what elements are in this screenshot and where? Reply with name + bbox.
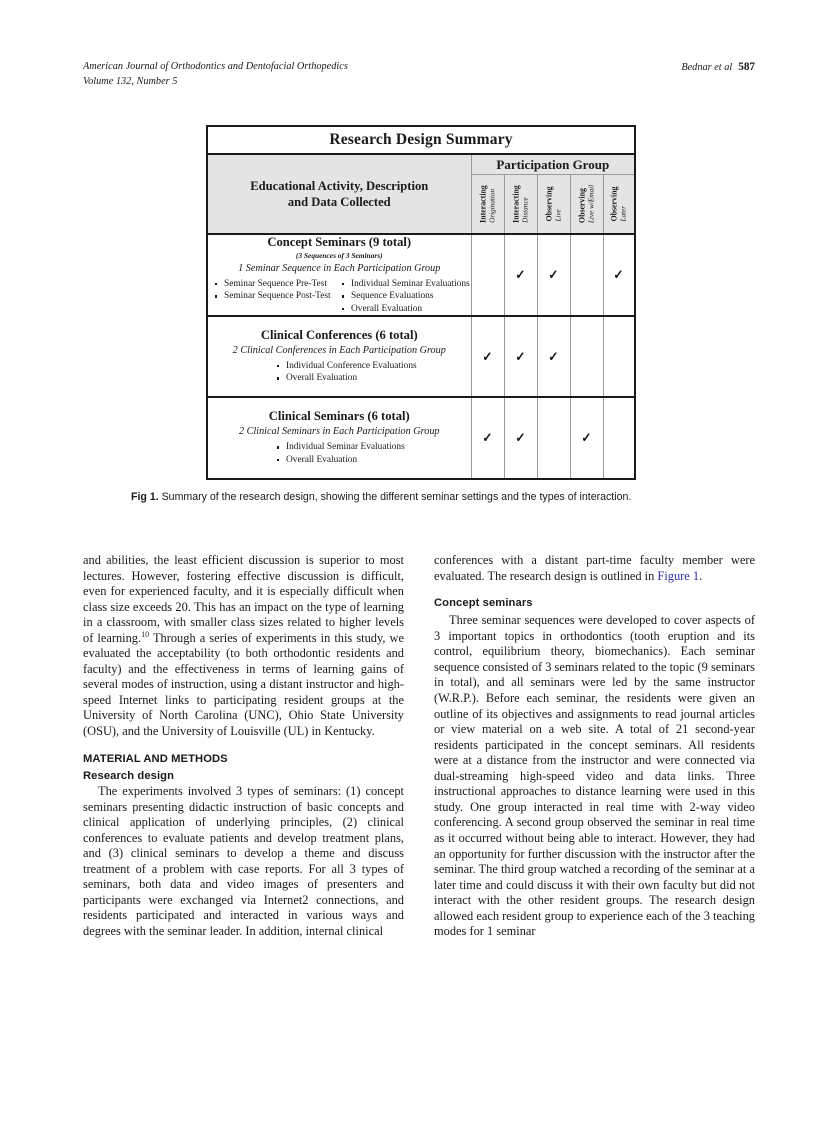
- figure-caption-text: Summary of the research design, showing the different seminar settings and the types of interaction.: [158, 491, 632, 503]
- checkmark-icon: ✓: [482, 348, 493, 364]
- row-paren: (3 Sequences of 3 Seminars): [295, 251, 383, 260]
- col-sub-label: Live: [553, 209, 562, 222]
- list-item: Seminar Sequence Post-Test: [214, 290, 341, 302]
- row-subtitle: 1 Seminar Sequence in Each Participation Group: [238, 263, 441, 274]
- section-heading-research-design: Research design: [83, 769, 175, 782]
- check-cell: [537, 316, 570, 398]
- col-sub-label: Live w/Email: [586, 184, 595, 224]
- bullets-right-column: [341, 278, 471, 315]
- list-item: Overall Evaluation: [341, 303, 471, 315]
- table-row: [207, 397, 635, 479]
- row-subtitle: 2 Clinical Conferences in Each Participation Group: [232, 344, 446, 356]
- list-item: Individual Seminar Evaluations: [276, 441, 471, 453]
- paragraph-text-cont: Through a series of experiments in this study, we evaluated the acceptability (to both orthodontic residents and faculty) and the effectiveness in terms of learning gains of several modes of instruction, using a distant instructor and high-speed Internet links to participating resident groups at the University of North Carolina (UNC), Ohio State University (OSU), and the University of Louisville (UL) in Kentucky.: [83, 630, 404, 739]
- check-cell: [504, 234, 537, 316]
- row-title: Concept Seminars (9 total): [267, 235, 412, 249]
- checkmark-icon: ✓: [613, 266, 624, 282]
- column-header-observing-live-w-email: [570, 175, 603, 235]
- figure-caption: [131, 490, 709, 506]
- check-cell: [570, 234, 603, 316]
- left-column: [83, 553, 404, 940]
- check-cell: [504, 397, 537, 479]
- activity-header-line-2: and Data Collected: [287, 195, 391, 209]
- figure-1-link[interactable]: Figure 1: [657, 568, 700, 583]
- col-sub-label: Later: [618, 205, 627, 222]
- check-cell: [471, 234, 504, 316]
- check-cell: [603, 397, 635, 479]
- check-cell: [570, 316, 603, 398]
- col-sub-label: Distance: [520, 197, 529, 223]
- paragraph-text: and abilities, the least efficient discussion is superior to most lectures. However, fostering effective discussion is difficult, even for experienced faculty, and it is especially difficult when class size exceeds 20. This has an impact on the type of learning in a classroom, with smaller class sizes related to higher levels of learning.: [83, 553, 404, 645]
- checkmark-icon: ✓: [482, 430, 493, 446]
- col-main-label: Observing: [544, 186, 553, 222]
- list-item: Sequence Evaluations: [341, 290, 471, 302]
- bullets-left-column: [214, 278, 341, 315]
- check-cell: [471, 316, 504, 398]
- checkmark-icon: ✓: [515, 266, 526, 282]
- figure-caption-label: Fig 1.: [131, 491, 159, 503]
- page-number: 587: [738, 61, 755, 73]
- row-subtitle: 2 Clinical Seminars in Each Participation Group: [238, 426, 440, 438]
- figure-1: [206, 125, 634, 480]
- check-cell: [537, 397, 570, 479]
- list-item: Individual Seminar Evaluations: [341, 278, 471, 290]
- table-row: [207, 234, 635, 316]
- paragraph-concept-seminars: Three seminar sequences were developed to cover aspects of 3 important topics in orthodontics (tooth eruption and its control, equilibrium theory, biomechanics). Each seminar sequence consisted of 3 seminars related to the topic (9 seminars in total), and all seminars were led by the same instructor (W.R.P.). Before each seminar, the residents were given an outline of its objectives and assignments to read journal articles or view material on a web site. A total of 21 second-year residents participated in the concept seminars. All residents were at a distance from the instructor and were connected via dual-streaming high-speed video and data links. Three instructional approaches to distance learning were used in this study. One group interacted in real time with 2-way video conferencing. A second group observed the seminar in real time as it occurred without being able to interact. However, they had an opportunity for further discussion with the instructor after the seminar. The third group watched a recording of the seminar at a later time and could discuss it with their own faculty but did not interact with the other resident groups. The research design allowed each resident group to experience each of the 3 teaching modes for 1 seminar: [434, 613, 755, 939]
- check-cell: [570, 397, 603, 479]
- list-item: Seminar Sequence Pre-Test: [214, 278, 341, 290]
- section-heading-material-and-methods: MATERIAL AND METHODS: [83, 752, 228, 765]
- checkmark-icon: ✓: [515, 430, 526, 446]
- column-header-observing-live: [537, 175, 570, 235]
- paragraph-research-design: The experiments involved 3 types of seminars: (1) concept seminars presenting didactic instruction of basic concepts and clinical application of underlying principles, (2) clinical conferences to evaluate patients and develop treatment plans, and (3) clinical seminars to develop a theme and discuss treatment of a problem with case reports. For all 3 types of seminars, both data and video images of presenters and participants were exchanged via Internet2 connections, and residents participated and interacted in various ways and degrees with the seminar leader. In addition, internal clinical: [83, 783, 404, 938]
- activity-cell-clinical-conferences: [207, 316, 471, 398]
- column-header-observing-later: [603, 175, 635, 235]
- check-cell: [603, 234, 635, 316]
- participation-group-header-row: [207, 154, 635, 175]
- column-header-interacting-origination: [471, 175, 504, 235]
- checkmark-icon: ✓: [548, 266, 559, 282]
- activity-column-header: [207, 154, 471, 234]
- running-head: [83, 60, 755, 89]
- body-columns: [83, 553, 755, 940]
- row-title: Clinical Seminars (6 total): [268, 409, 410, 424]
- section-heading-concept-seminars: Concept seminars: [434, 597, 533, 610]
- citation-superscript: 10: [141, 629, 150, 639]
- table-title: Research Design Summary: [207, 126, 635, 154]
- activity-cell-clinical-seminars: [207, 397, 471, 479]
- check-cell: [504, 316, 537, 398]
- row-title: Clinical Conferences (6 total): [260, 327, 418, 342]
- bullets-right-column: [276, 441, 471, 466]
- activity-cell-concept-seminars: [207, 234, 471, 316]
- research-design-table: [206, 125, 636, 480]
- journal-volume: Volume 132, Number 5: [83, 75, 178, 87]
- list-item: Overall Evaluation: [276, 372, 471, 384]
- right-column: [434, 553, 755, 940]
- checkmark-icon: ✓: [515, 348, 526, 364]
- check-cell: [537, 234, 570, 316]
- participation-group-header: Participation Group: [471, 154, 635, 175]
- column-header-interacting-distance: [504, 175, 537, 235]
- table-title-row: [207, 126, 635, 154]
- bullets-right-column: [276, 360, 471, 385]
- row-bullets: [208, 441, 471, 466]
- list-item: Overall Evaluation: [276, 454, 471, 466]
- paragraph-continuation: [83, 553, 404, 740]
- checkmark-icon: ✓: [581, 430, 592, 446]
- col-main-label: Interacting: [478, 185, 487, 223]
- paragraph-continuation-right: [434, 553, 755, 584]
- col-main-label: Observing: [577, 187, 586, 224]
- activity-header-line-1: Educational Activity, Description: [250, 179, 429, 193]
- page-header-right: [681, 60, 755, 76]
- row-bullets: [208, 278, 471, 315]
- paragraph-text-post: .: [699, 568, 703, 583]
- check-cell: [603, 316, 635, 398]
- list-item: Individual Conference Evaluations: [276, 360, 471, 372]
- journal-name: American Journal of Orthodontics and Dentofacial Orthopedics: [83, 61, 348, 72]
- col-main-label: Interacting: [511, 185, 520, 223]
- col-main-label: Observing: [609, 186, 619, 222]
- row-bullets: [208, 360, 471, 385]
- table-row: [207, 316, 635, 398]
- check-cell: [471, 397, 504, 479]
- col-sub-label: Origination: [487, 188, 496, 223]
- journal-title-block: [83, 60, 348, 89]
- checkmark-icon: ✓: [548, 348, 559, 364]
- paragraph-text-pre: conferences with a distant part-time faculty member were evaluated. The research design is outlined in: [434, 553, 755, 583]
- author-running-head: Bednar et al: [681, 62, 733, 73]
